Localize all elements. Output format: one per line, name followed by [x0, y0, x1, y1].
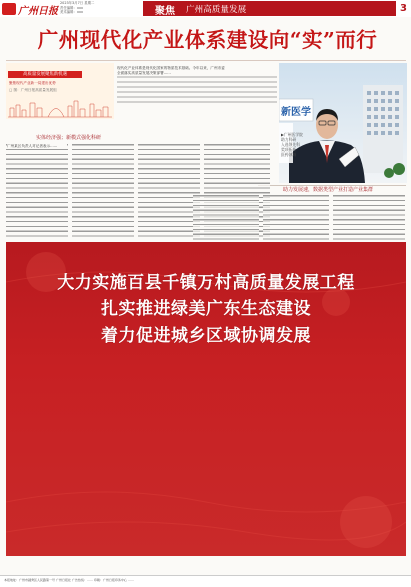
- intro-line: 全面落实高质量发展决策部署……: [117, 71, 171, 75]
- left-box-credit: ▢ 图：广州日报高质量发展组: [9, 88, 57, 92]
- article-column-5: [193, 194, 259, 240]
- banner-slogan-1: 大力实施百县千镇万村高质量发展工程: [57, 273, 355, 293]
- newspaper-logo: 广州日报: [18, 6, 58, 17]
- footer-text: 本报地址：广州市越秀区人民路第一号 广州日报社 广告热线：…… 印刷：广州日报印务中心 ……: [4, 578, 134, 582]
- caption-line: 奖项拓新: [281, 147, 297, 152]
- article-column-1: [6, 143, 68, 239]
- article-column-3: [138, 143, 200, 239]
- issue-designer: 美术编辑：xxx: [60, 10, 83, 15]
- intro-body-text: [117, 75, 277, 105]
- logo-mark: [2, 3, 16, 15]
- issue-meta: [60, 1, 138, 15]
- banner-slogan-3: 着力促进城乡区域协调发展: [101, 326, 311, 346]
- section-subtitle: 广州高质量发展: [186, 5, 247, 15]
- issue-editor: 责任编辑：xxx: [60, 5, 83, 10]
- article-column-7: [333, 194, 405, 240]
- banner-slogan-2: 扎实推进绿美广东生态建设: [101, 299, 311, 319]
- column-lead: 广州某区负责人对记者表示……: [7, 144, 67, 149]
- skyline-illustration: [8, 96, 112, 118]
- article-column-6: [263, 194, 329, 240]
- section-banner: [143, 1, 396, 16]
- photo-image: [279, 63, 407, 183]
- headline-divider: [6, 60, 406, 61]
- intro-line: 现代化产业体系是现代化国家的物质技术基础。今年以来，广州市委: [117, 66, 225, 70]
- photo-subhead: 助力发展速，数据类型产业打造产业集群: [283, 187, 374, 193]
- article-column-2: [72, 143, 134, 239]
- building-sign-text: 新医学: [281, 107, 311, 118]
- headline: 广州现代化产业体系建设向“实”而行: [37, 28, 378, 52]
- left-box-line: 聚焦现代产业新一局建出优势: [9, 81, 56, 85]
- left-box-tag: 高质量发展聚焦新机遇: [8, 71, 82, 78]
- page-number: 3: [396, 1, 411, 16]
- issue-date: 2023年3月7日 星期二: [60, 1, 95, 5]
- page-header: [0, 0, 411, 17]
- caption-line: ▶广州医学院: [281, 132, 303, 137]
- caption-line: 入选领先科: [281, 142, 300, 147]
- feature-photo: [279, 63, 407, 183]
- page-footer: [0, 575, 411, 587]
- section-title: 聚焦: [155, 6, 175, 17]
- caption-line: 医药领域: [281, 152, 297, 157]
- article-subhead: 实体经济强；新模式强化科研: [36, 135, 102, 141]
- caption-line: 助力科研: [281, 137, 297, 142]
- photo-caption: [281, 132, 307, 157]
